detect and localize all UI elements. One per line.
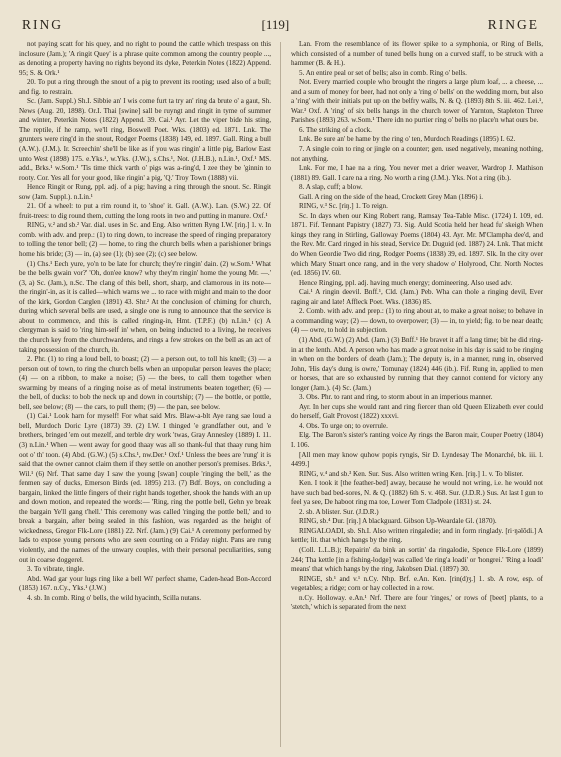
entry-paragraph: 20. To put a ring through the snout of a pig to prevent its rooting; used also of a bull; and fig. to restrain. — [19, 78, 271, 96]
running-head-right: RINGE — [487, 17, 539, 32]
entry-paragraph: 4. sb. In comb. Ring o' bells, the wild hyacinth, Scilla nutans. — [27, 593, 202, 602]
entry-paragraph: Ken. I took it [the feather-bed] away, because he would not wring, i.e. he would not have such bad bed-sores, N. & Q. (1882) 6th S. v. 468. Sur. (J.D.R.) Sus. At last I gun to feel ya see, De haboot ring ma toe, Lower Tom Cladpole (1831) st. 24. — [291, 479, 543, 507]
entry-paragraph: not paying scatt for his quey, and no right to pound the cattle which trespass on this inclosure (Jam.); 'A ringit Quey' is a phrase quite common among the country people ..., as denoting a property having no rights beyond its dyke, Peterkin Notes (1822) Append. 95; S. & Ork.¹ — [19, 40, 271, 77]
entry-paragraph: 4. Obs. To urge on; to overrule. — [299, 421, 388, 430]
entry-paragraph: 7. A single coin to ring or jingle on a counter; gen. used negatively, meaning nothing, not anything. — [291, 145, 543, 163]
entry-paragraph: (1) Cai.¹ Look harn for myself! For what said Mrs. Blaw-a-blt Aye rang sae loud a bell, Murdoch Doric Lyre (1873) 39. (2) I.W. I thinged 'e grandfather out, and 'e brethers, bringed 'em out mezelf, and terble dry work 'twas, Gray Annesley (1889) I. 11. (3) n.Lin.¹ When — went away for good thaay was all so thank-ful that thaay rung him oot o' th' toon. (4) Abd. (G.W.) (5) s.Chs.¹, nw.Der.¹ Oxf.¹ Unless the bees are 'rung' it is said that the owner cannot claim them if they settle on another person's premises. Brks.¹, Wil.¹ (6) Nrf. That same day I saw the young [swan] couple 'ringing the bell,' as the fenmen say of ducks, Emerson Birds (ed. 1895) 213. (7) Bdf. Boys, on concluding a bargain, linked the little fingers of their right hands together, shook the hands with an up and down motion, and repeated the words:— 'Ring, ring the pottle bell, Gehn ye break the bargain Ye'll gang t'hell.' This ceremony was called 'ringing the pottle bell,' and to break a bargain, after being sealed in this fashion, was regarded as the height of wickedness, Gregor Flk-Lore (1881) 22. Nrf. (Jam.) (9) Cai.¹ A ceremony performed by lads to expose young persons who are seen courting on a Friday night. Pans are rung violently, and the names of the unwary couples, with their personal peculiarities, sung out in coarse doggerel. — [19, 412, 271, 564]
entry-paragraph: Gall. A ring on the side of the head, Crockett Grey Man (1896) i. — [299, 192, 484, 201]
entry-paragraph: 2. Phr. (1) to ring a loud bell, to boast; (2) — a person out, to toll his knell; (3) — a person out of town, to ring the church bells when an unpopular person leaves the place; (4) — on a ribbon, to make a noise; (5) — the bees, to call them together when swarming by means of a ringing noise as of metal instruments beaten together; (6) — the bell, of ducks: to bob the neck up and down in courtship; (7) — the bottle, or pottle, bell, see below; (8) — the cars, to pull them; (9) — the pan, see below. — [19, 355, 271, 411]
entry-paragraph: Sc. In days when our King Robert rang, Ramsay Tea-Table Misc. (1724) I. 109, ed. 1871. Fif. Tennant Papistry (1827) 73. Sig. Auld Scotia held her head fu' skeigh When kings they rang in Stirling, Galloway Poems (1804) 43. Ayr. Mr. M'Clampha dee'd, and the Rev. Mr. Card ringed in his stead, Service Dr. Duguid (ed. 1887) 24. Lnk. That micht do When Geordie Two did ring, Rodger Poems (1838) 39, ed. 1897. Slk. In the city over which Mary Stuart once rang, and in the very shadow o' Holyrood, Chr. North Noctes (ed. 1856) IV. 60. — [291, 211, 543, 278]
running-head-left: RING — [22, 17, 63, 32]
right-column — [291, 40, 543, 752]
entry-paragraph: Hence Ringit or Rung, ppl. adj. of a pig; having a ring through the snout. Sc. Ringit sow (Jam. Suppl.). n.Lin.¹ — [19, 183, 271, 201]
entry-paragraph: RING, v.⁴ and sb.³ Ken. Sur. Sus. Also written wring Ken. [riŋ.] 1. v. To blister. — [299, 469, 524, 478]
entry-paragraph: Sc. (Jam. Suppl.) Sh.I. Sibbie an' I wis come furt ta try an' ring da brute o' a gaut, Sh. News (Aug. 20, 1898). Or.I. Thai [swine] sall be ruyngt and ringit in tyme of summer and winter, Peterkin Notes (1822) Append. 39. Cai.¹ Ayr. Let the viper bide his sting, The reptile, if he ramp, we'll ring, Boswell Poet. Wks. (1803) ed. 1871. Lnk. The grunters were ring'd in the snout, Rodger Poems (1838) 149, ed. 1897. Gall. Ring a bull (A.W.). (J.M.). Ir. Screechin' she'll be like as if you was ringin' a little pig, Barlow East unto West (1898) 175. e.Yks.¹, w.Yks. (J.W.), s.Chs.¹, Not. (J.H.B.), n.Lin.¹, Oxf.¹ MS. add., Brks.¹ w.Som.¹ 'Tis time thick varth o' pigs was a-ring'd, I zee they be 'ginnin to rooty. Cor. Yes all for your good, like ringin' a pig, 'Q.' Troy Town (1888) vii. — [19, 97, 271, 182]
entry-paragraph: RING, sb.⁴ Dur. [riŋ.] A blackguard. Gibson Up-Weardale Gl. (1870). — [299, 517, 497, 526]
entry-paragraph: Abd. Wad gar your lugs ring like a bell Wi' perfect shame, Caden-head Bon-Accord (1853) 167. n.Cy., Yks.¹ (J.W.) — [19, 574, 271, 593]
entry-paragraph: RING, v.² and sb.² Var. dial. uses in Sc. and Eng. Also written Ryng I.W. [riŋ.] 1. v. In comb. with adv. and prep.: (1) to ring down, to increase the speed of ringing preparatory to tolling the tenor bell; (2) — home, to ring the church bells when a parishioner brings home his bride; (3) — in, (a) see (1); (b) see (2); (c) see below. — [19, 221, 271, 259]
entry-paragraph: (Coll. L.L.B.); Repairin' da bink an sortin' da ringalodie, Spence Flk-Lore (1899) 244; Tha kettle [in a fishing-lodge] was called 'de ring'a loadi' or 'hongrei.' 'Ring a loadi' means' that which hangs by the ring, Jakobsen Dial. (1897) 30. — [291, 545, 543, 574]
page-number: [119] — [261, 17, 290, 32]
entry-paragraph: 5. An entire peal or set of bells; also in comb. Ring o' bells. — [299, 68, 467, 77]
entry-paragraph: Ayr. In her cups she would rant and ring fiercer than old Queen Elizabeth ever could do herself, Galt Provost (1822) xxxvi. — [291, 402, 543, 421]
entry-paragraph: Lan. From the resemblance of its flower spike to a symphonia, or Ring of Bells, which consisted of a number of tuned bells hung on a curved staff, to be struck with a hammer (B. & H.). — [291, 40, 543, 68]
entry-paragraph: Cai.¹ A ringin deevil. Bnff.¹, Cld. (Jam.) Peb. Wha can thole a ringing devil, Ever raging air and late! Affleck Poet. Wks. (1836) 85. — [291, 288, 543, 306]
entry-paragraph: 3. To vibrate, tingle. — [27, 565, 85, 574]
entry-paragraph: RINGALOADI, sb. Sh.I. Also written ringaledie; and in form ringlady. [ri·ŋəlōdi.] A kettle; lit. that which hangs by the ring. — [291, 526, 543, 545]
entry-paragraph: 3. Obs. Phr. to rant and ring, to storm about in an imperious manner. — [299, 393, 493, 402]
entry-paragraph: 8. A slap, cuff; a blow. — [299, 183, 363, 192]
entry-paragraph: 6. The striking of a clock. — [299, 125, 372, 134]
entry-paragraph: 21. Of a wheel: to put a rim round it, to 'shoe' it. Gall. (A.W.). Lan. (S.W.) 22. Of fruit-trees: to dig round them, cutting the long roots in two and putting in manure. Oxf.¹ — [19, 202, 271, 220]
entry-paragraph: Lnk. For me, I hae na a ring, You never met a drier weaver, Wardrop J. Mathison (1881) 89. Gall. I care na a ring. No worth a ring (J.M.). Yks. Not a ring (ib.). — [291, 164, 543, 182]
page-header — [22, 14, 539, 36]
column-divider — [280, 42, 281, 747]
entry-paragraph: Not. Every married couple who brought the ringers a large plum loaf, ... a cheese, ... and a sum of money for beer, had not only a 'ring o' bells' on the wedding morn, but also a 'ring' with their initials put up on the belfry walls, N. & Q. (1893) 8th S. iii. 462. Lei.¹, War.³ Oxf. A 'ring' of six bells hangs in the church tower of Yarnton, Stapleton Three Parishes (1893) 263. w.Som.¹ There idn no purtier ring o' bells no place'n what ours be. — [291, 78, 543, 125]
entry-paragraph: RING, v.³ Sc. [riŋ.] 1. To reign. — [299, 202, 388, 211]
entry-paragraph: Lnk. Be sure an' be hame by the ring o' ten, Murdoch Readings (1895) I. 62. — [299, 135, 516, 144]
entry-paragraph: (1) Abd. (G.W.) (2) Abd. (Jam.) (3) Bnff.¹ He bravet it aff a lang time; bit he did ring-in at the lenth. Abd. A person who has made a great noise in his day is said to be ringing in when on the borders of death (Jam.); The deputy is, in a manner, rung in, observed John, 'His day's dung is owre,' Tomunay (1824) 446 (ib.). Fif. Rung in, applied to men or horses, that are so exhausted by running that they cannot contend for victory any longer (Jam.). (4) Sc. (Jam.) — [291, 335, 543, 392]
entry-paragraph: n.Cy. Holloway. e.An.¹ Nrf. There are four 'ringes,' or rows of [beet] plants, to a 'stetch,' which is separated from the next — [291, 593, 543, 612]
entry-paragraph: RINGE, sb.¹ and v.¹ n.Cy. Nhp. Brf. e.An. Ken. [rin(d)ʒ.] 1. sb. A row, esp. of vegetables; a ridge; corn or hay collected in a row. — [291, 574, 543, 593]
entry-paragraph: Elg. The Baron's sister's ranting voice Ay rings the Baron mair, Couper Poetry (1804) I. 106. — [291, 431, 543, 449]
entry-paragraph: [All men may know quhow popis ryngis, Sir D. Lyndesay The Monarché, bk. iii. l. 4499.] — [291, 450, 543, 469]
entry-paragraph: (1) Chs.¹ Eech yure, yo'n to be late for church; they're ringin' dain. (2) w.Som.¹ What be the bells gwain vor?' 'Oh, don'ee know? why they'm ringin' home the young Mr. —.' (3, a) Sc. (Jam.), n.Sc. The clang of this bell, short, sharp, and clamorous in its note—the ringin'-in, as it is called—which warns we ... to race with might and main to the door of the kirk, Gordon Carglen (1891) 43. Shr.² At the conclusion of chiming for church, during which several bells are used, a single one is rung to announce that the service is about to commence, and this is called ringing-in, Hmt. (T.P.F.) (b) n.Lin.¹ (c) A clergyman is said to 'ring him-self in' when, on being inducted to a living, he receives the church key from the churchwardens, and rings a few strokes on the bell as an act of taking possession of the church, ib. — [19, 259, 271, 354]
left-column — [19, 40, 271, 752]
entry-paragraph: 2. sb. A blister. Sur. (J.D.R.) — [299, 507, 379, 516]
entry-paragraph: 2. Comb. with adv. and prep.: (1) to ring about at, to make a great noise; to behave in a commanding way; (2) — down, to overpower; (3) — in, to yield; fig. to be near death; (4) — owre, to hold in subjection. — [291, 307, 543, 335]
entry-paragraph: Hence Ringing, ppl. adj. having much energy; domineering. Also used adv. — [299, 278, 513, 287]
